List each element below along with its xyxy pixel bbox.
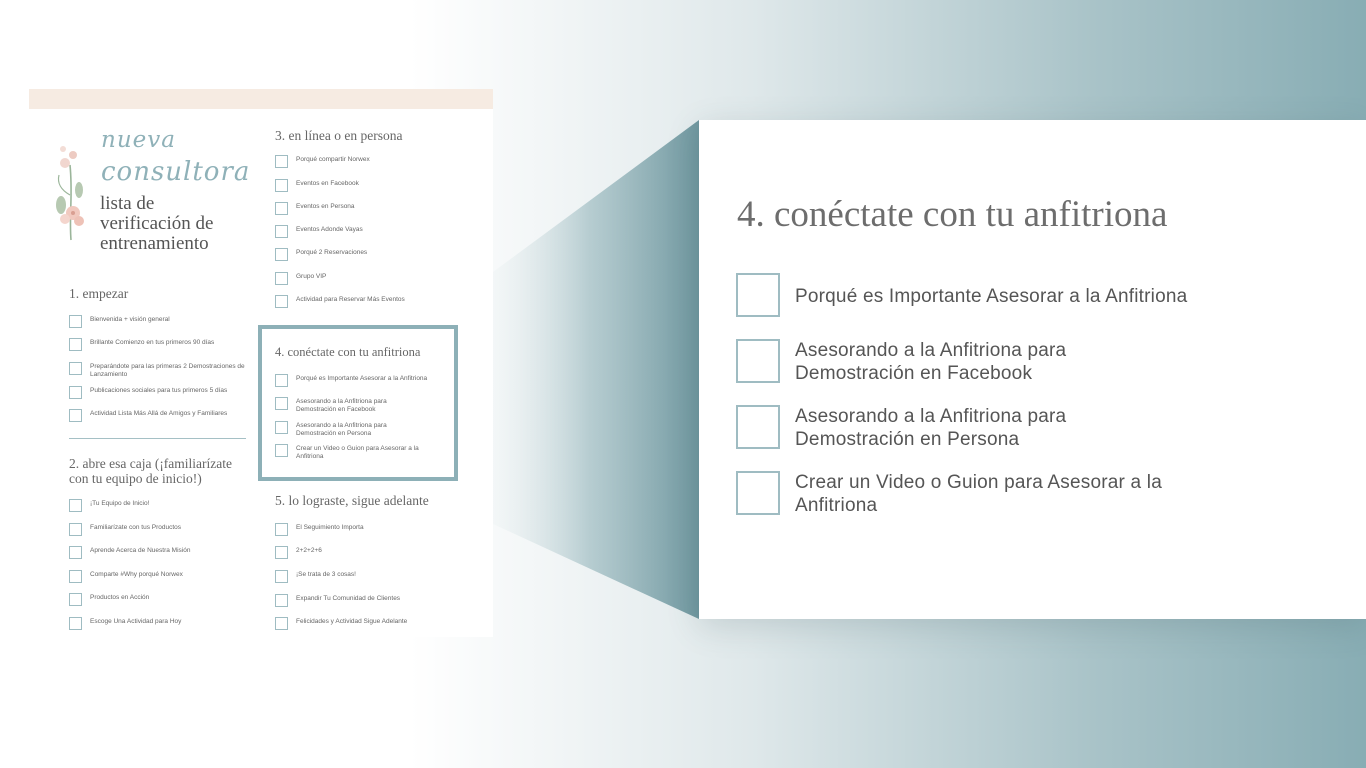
checklist-document: [29, 89, 493, 637]
checkbox[interactable]: [736, 273, 780, 317]
section4-item-label: Asesorando a la Anfitriona para Demostración en Persona: [296, 422, 387, 437]
section2-item-label: Familiarízate con tus Productos: [90, 524, 182, 531]
checkbox[interactable]: [275, 179, 288, 192]
document-title-line2: verificación de: [100, 213, 214, 234]
checkbox[interactable]: [736, 471, 780, 515]
section4-item-label: Asesorando a la Anfitriona para Demostración en Facebook: [296, 398, 387, 413]
section3-item-label: Eventos Adonde Vayas: [296, 226, 363, 233]
checkbox[interactable]: [69, 546, 82, 559]
section3-item-label: Grupo VIP: [296, 273, 327, 280]
checkbox[interactable]: [275, 444, 288, 457]
zoom-title: 4. conéctate con tu anfitriona: [737, 194, 1168, 235]
zoom-panel: [699, 120, 1366, 619]
section5-item-label: 2+2+2+6: [296, 547, 322, 554]
checkbox[interactable]: [275, 421, 288, 434]
checkbox[interactable]: [69, 409, 82, 422]
checkbox[interactable]: [275, 523, 288, 536]
section3-item-label: Porqué compartir Norwex: [296, 156, 370, 163]
section-divider: [69, 438, 246, 439]
flower-illustration: [51, 135, 91, 245]
section1-item-label: Actividad Lista Más Allá de Amigos y Familiares: [90, 410, 228, 417]
checkbox[interactable]: [275, 546, 288, 559]
section2-item-label: Escoge Una Actividad para Hoy: [90, 618, 182, 625]
checkbox[interactable]: [69, 338, 82, 351]
section1-item-label: Bienvenida + visión general: [90, 316, 170, 323]
section3-item-label: Actividad para Reservar Más Eventos: [296, 296, 405, 303]
checkbox[interactable]: [275, 248, 288, 261]
section3-item-label: Eventos en Facebook: [296, 180, 359, 187]
checkbox[interactable]: [69, 523, 82, 536]
checkbox[interactable]: [69, 499, 82, 512]
checkbox[interactable]: [69, 386, 82, 399]
section4-highlight: [258, 325, 458, 481]
zoom-item-label: Crear un Video o Guion para Asesorar a la Anfitriona: [795, 472, 1162, 516]
section3-title: 3. en línea o en persona: [275, 128, 403, 143]
document-title-line3: entrenamiento: [100, 233, 209, 254]
checkbox[interactable]: [736, 405, 780, 449]
checkbox[interactable]: [69, 617, 82, 630]
section4-item-label: Crear un Video o Guion para Asesorar a la Anfitriona: [296, 445, 419, 460]
section5-item-label: Felicidades y Actividad Sigue Adelante: [296, 618, 408, 625]
checkbox[interactable]: [69, 593, 82, 606]
checkbox[interactable]: [736, 339, 780, 383]
section5-item-label: Expandir Tu Comunidad de Clientes: [296, 595, 401, 602]
script-title-consultora: consultora: [101, 157, 251, 187]
section2-item-label: ¡Tu Equipo de Inicio!: [90, 500, 150, 507]
section4-title: 4. conéctate con tu anfitriona: [275, 345, 421, 359]
section4-item-label: Porqué es Importante Asesorar a la Anfitriona: [296, 375, 428, 382]
zoom-item-label: Asesorando a la Anfitriona para Demostración en Facebook: [795, 340, 1067, 384]
section5-title: 5. lo lograste, sigue adelante: [275, 493, 429, 508]
checkbox[interactable]: [275, 617, 288, 630]
section5-item-label: El Seguimiento Importa: [296, 524, 364, 531]
section3-item-label: Eventos en Persona: [296, 203, 355, 210]
checkbox[interactable]: [275, 374, 288, 387]
section2-item-label: Productos en Acción: [90, 594, 150, 601]
checkbox[interactable]: [275, 272, 288, 285]
checkbox[interactable]: [275, 155, 288, 168]
checkbox[interactable]: [275, 295, 288, 308]
checkbox[interactable]: [69, 570, 82, 583]
section2-title-line2: con tu equipo de inicio!): [69, 471, 202, 486]
zoom-item-label: Porqué es Importante Asesorar a la Anfitriona: [795, 286, 1188, 307]
document-title: [100, 194, 290, 254]
section1-title: 1. empezar: [69, 286, 129, 301]
document-top-band: [29, 89, 493, 109]
section2-item-label: Comparte #Why porqué Norwex: [90, 571, 183, 578]
checkbox[interactable]: [69, 362, 82, 375]
checkbox[interactable]: [275, 397, 288, 410]
checkbox[interactable]: [275, 202, 288, 215]
section2-title: [69, 456, 259, 486]
section5-item-label: ¡Se trata de 3 cosas!: [296, 571, 356, 578]
section3-item-label: Porqué 2 Reservaciones: [296, 249, 368, 256]
checkbox[interactable]: [275, 594, 288, 607]
section1-item-label: Preparándote para las primeras 2 Demostraciones de Lanzamiento: [90, 363, 245, 378]
script-title-nueva: nueva: [101, 127, 176, 153]
section1-item-label: Publicaciones sociales para tus primeros 5 días: [90, 387, 228, 394]
zoom-item-label: Asesorando a la Anfitriona para Demostración en Persona: [795, 406, 1067, 450]
checkbox[interactable]: [69, 315, 82, 328]
document-title-line1: lista de: [100, 193, 155, 214]
section1-item-label: Brillante Comienzo en tus primeros 90 días: [90, 339, 215, 346]
checkbox[interactable]: [275, 570, 288, 583]
section2-item-label: Aprende Acerca de Nuestra Misión: [90, 547, 191, 554]
section2-title-line1: 2. abre esa caja (¡familiarízate: [69, 456, 233, 471]
checkbox[interactable]: [275, 225, 288, 238]
